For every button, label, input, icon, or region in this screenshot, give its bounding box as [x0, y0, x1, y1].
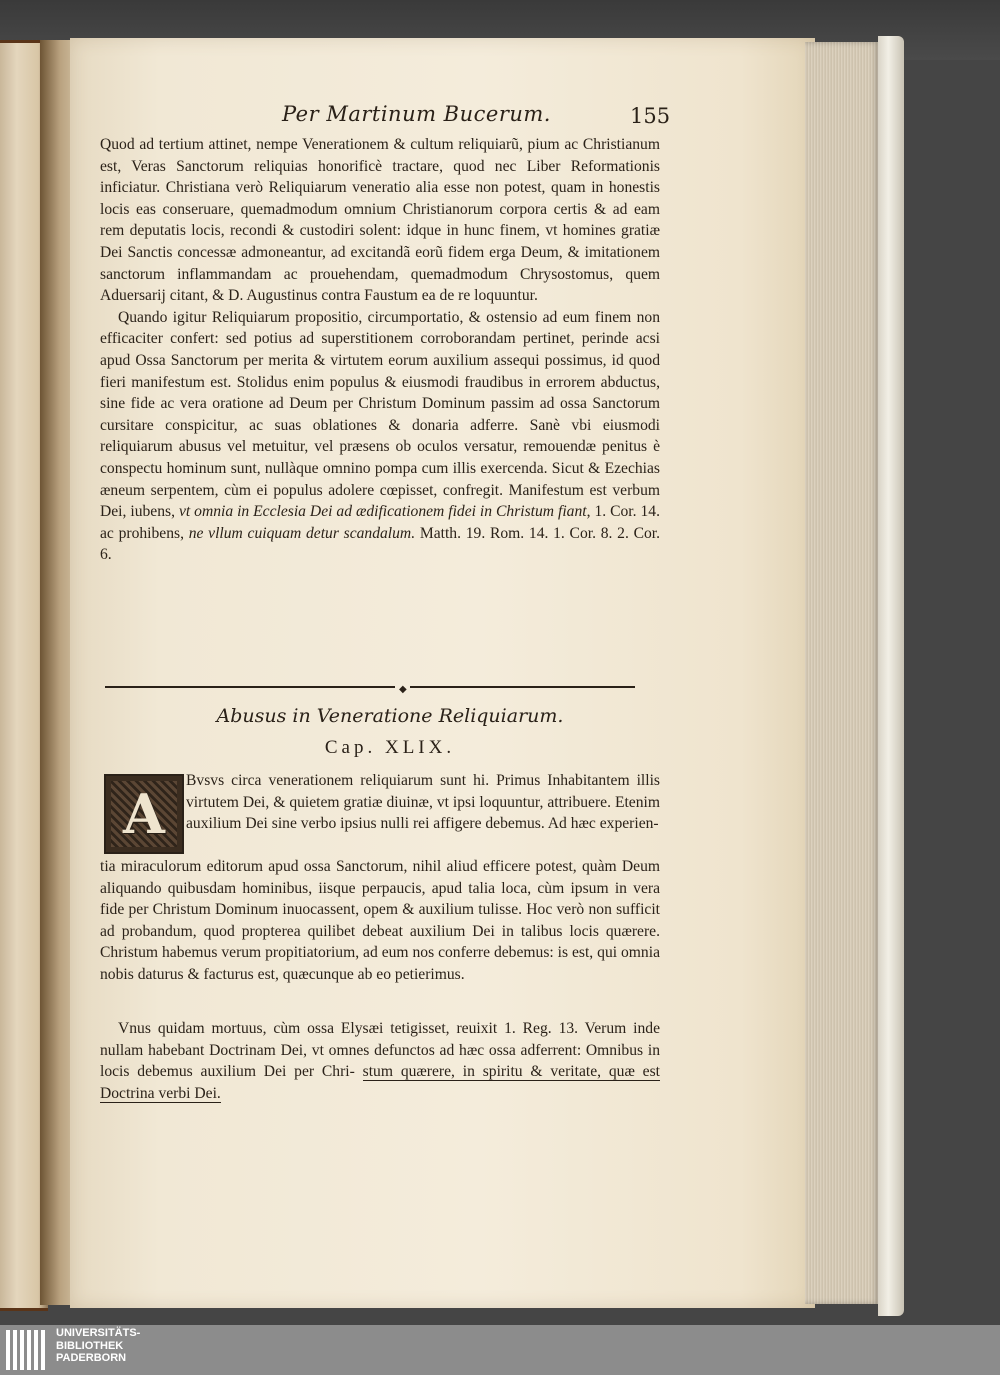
- footer-bar: [0, 1325, 1000, 1375]
- library-logo-icon: [6, 1330, 50, 1370]
- divider-line-left: [105, 686, 395, 688]
- divider-line-right: [410, 686, 635, 688]
- initial-ornament: [111, 781, 177, 847]
- chapter-heading: Cap. XLIX.: [324, 737, 456, 758]
- divider-ornament: ◆: [399, 684, 407, 695]
- logo-line-1: UNIVERSITÄTS-: [56, 1327, 141, 1339]
- book-cover-edge: [878, 36, 904, 1316]
- chapter-body: [100, 856, 660, 986]
- page-stack-edges: [805, 42, 880, 1304]
- decorated-initial: [104, 774, 184, 854]
- chapter-opening-lines: Bvsvs circa venerationem reliquiarum sunt hi. Primus Inhabitantem illis virtutem Dei, & quietem gratiæ diuinæ, vt ipsi loquuntur, attribuere. Etenim auxilium Dei sine verbo ipsius nulli rei affigere debemus. Ad hæc experien-: [186, 772, 660, 833]
- scripture-ref-list: Matth. 19. Rom. 14. 1. Cor. 8. 2. Cor. 6.: [100, 524, 661, 564]
- chapter-paragraph-1: tia miraculorum editorum apud ossa Sanctorum, nihil aliud efficere potest, quàm Deum aliquando quibusdam hominibus, iisque perpaucis, apud talia loca, cùm ipsum in vera fide per Christum Dominum inuocassent, opem & auxilium tulisse. Hoc verò non sufficit ad probandum, quod propterea quilibet debeat auxilium Dei in talibus locis quærere. Christum habemus verum propitiatorium, ad eum nos conferre debemus: is est, qui omnia nobis daturus & facturus est, quæcunque ab eo petierimus.: [100, 858, 660, 983]
- body-text-top: [100, 134, 660, 566]
- paragraph-1: Quod ad tertium attinet, nempe Venerationem & cultum reliquiarũ, pium ac Christianum est, Veras Sanctorum reliquias honorificè tractare, quod nec Liber Reformationis inficiatur. Christiana verò Reliquiarum veneratio alia esse non potest, quam in honestis locis eas conseruare, quemadmodum omnium Christianorum corpora certis & ad eam rem deputatis locis, recondi & custodiri solent: idque in hunc finem, vt homines gratiæ Dei Sanctis concessæ admoneantur, ad excitandã eorũ fidem erga Deum, & imitationem sanctorum inflammandam ac prouehendam, quemadmodum Chrysostomus, quem Aduersarij citant, & D. Augustinus contra Faustum ea de re loquuntur.: [100, 136, 660, 305]
- logo-line-3: PADERBORN: [56, 1352, 127, 1364]
- underlined-last-line: stum quærere, in spiritu & veritate, quæ est Doctrina verbi Dei.: [100, 1063, 660, 1102]
- section-divider: [105, 684, 635, 695]
- library-logo-text: [56, 1327, 140, 1365]
- paragraph-2: [100, 307, 660, 566]
- scripture-quote-1: vt omnia in Ecclesia Dei ad ædificationem fidei in Christum fiant: [178, 503, 587, 521]
- chapter-body-end: [100, 1018, 660, 1104]
- page-number: 155: [630, 104, 671, 128]
- chapter-paragraph-2: [100, 1018, 660, 1104]
- scripture-quote-2: ne vllum cuiquam detur scandalum.: [188, 524, 416, 542]
- section-title: Abusus in Veneratione Reliquiarum.: [216, 705, 564, 727]
- chapter-paragraph-2-text: Vnus quidam mortuus, cùm ossa Elysæi tetigisset, reuixit 1. Reg. 13. Verum inde nullam habebant Doctrinam Dei, vt omnes defunctos ad hæc ossa adferrent: Omnibus in locis debemus auxilium Dei per Chri-: [100, 1020, 660, 1081]
- scripture-ref-mid: , 1. Cor. 14. ac prohibens,: [100, 503, 660, 542]
- logo-line-2: BIBLIOTHEK: [56, 1339, 124, 1352]
- paragraph-2-text: Quando igitur Reliquiarum propositio, circumportatio, & ostensio ad eum finem non efficaciter confert: sed potius ad superstitionem corroborandam pertinet, perinde acsi apud Ossa Sanctorum per merita & virtutem eorum auxilium assequi possimus, id quod fieri manifestum est. Stolidus enim populus & eiusmodi fraudibus in errorem abductus, sine fide ac vera oratione ad Deum per Christum Dominum passim ad ossa Sanctorum cursitare conspicitur, ac suas oblationes & donaria adferre. Sanè vbi eiusmodi reliquiarum abusus vel metuitur, vel præsens ob oculos versatur, remouendæ penitus è conspectu hominum sunt, nullàque omnino pompa cum illis exercenda. Sicut & Ezechias æneum serpentem, cùm ei populus adolere cœpisset, confregit. Manifestum est verbum Dei, iubens,: [100, 308, 660, 521]
- running-head: Per Martinum Bucerum.: [282, 102, 551, 126]
- initial-letter: A: [123, 782, 165, 846]
